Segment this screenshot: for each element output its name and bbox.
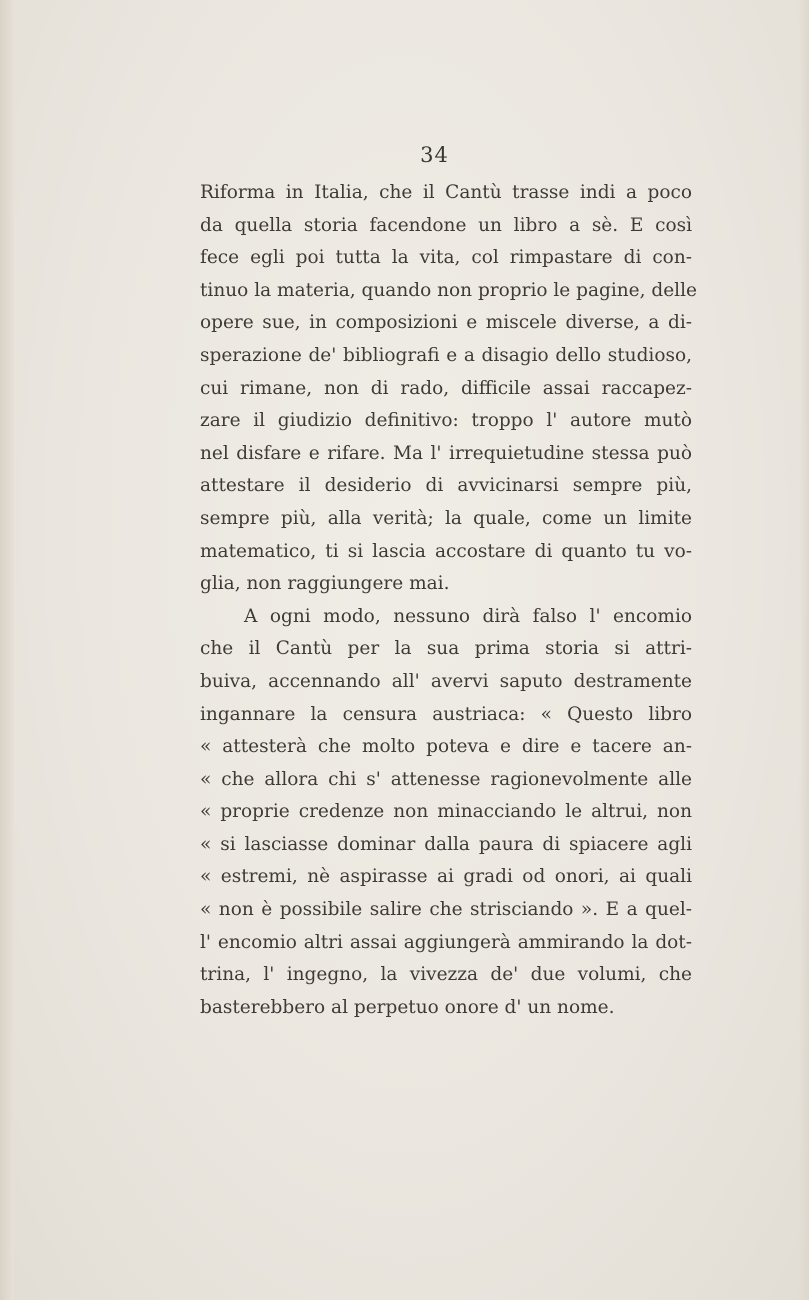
text-line: basterebbero al perpetuo onore d' un nome.: [200, 996, 615, 1018]
page-edge: [799, 0, 809, 1300]
text-line: « proprie credenze non minacciando le altrui, non: [200, 801, 692, 823]
text-line: buiva, accennando all' avervi saputo destramente: [200, 670, 692, 692]
text-line: Riforma in Italia, che il Cantù trasse indi a poco: [200, 182, 692, 203]
text-line: « attesterà che molto poteva e dire e tacere an-: [200, 736, 692, 758]
text-line: zare il giudizio definitivo: troppo l' autore mutò: [200, 410, 692, 432]
text-line: cui rimane, non di rado, difficile assai raccapez-: [200, 377, 692, 399]
text-line: che il Cantù per la sua prima storia si attri-: [200, 638, 692, 660]
text-line: nel disfare e rifare. Ma l' irrequietudine stessa può: [200, 442, 692, 464]
text-line: da quella storia facendone un libro a sè. E così: [200, 214, 692, 236]
text-line: trina, l' ingegno, la vivezza de' due volumi, che: [200, 964, 692, 986]
text-line: « estremi, nè aspirasse ai gradi od onori, ai quali: [200, 866, 692, 888]
page-gutter: [0, 0, 14, 1300]
text-line: tinuo la materia, quando non proprio le pagine, delle: [200, 279, 697, 301]
text-line: matematico, ti si lascia accostare di quanto tu vo-: [200, 540, 692, 562]
body-text: [200, 177, 697, 1024]
text-line: glia, non raggiungere mai.: [200, 573, 450, 595]
text-line: « non è possibile salire che strisciando ». E a quel-: [200, 899, 692, 921]
text-line: opere sue, in composizioni e miscele diverse, a di-: [200, 312, 692, 334]
text-line: ingannare la censura austriaca: « Questo libro: [200, 703, 692, 725]
page-number: 34: [420, 143, 449, 167]
text-line: attestare il desiderio di avvicinarsi sempre più,: [200, 475, 692, 497]
text-line: « che allora chi s' attenesse ragionevolmente alle: [200, 768, 692, 790]
text-line: sempre più, alla verità; la quale, come un limite: [200, 507, 692, 529]
text-line: « si lasciasse dominar dalla paura di spiacere agli: [200, 833, 692, 855]
text-line: A ogni modo, nessuno dirà falso l' encomio: [244, 605, 692, 627]
text-line: l' encomio altri assai aggiungerà ammirando la dot-: [200, 931, 692, 953]
text-line: sperazione de' bibliografi e a disagio dello studioso,: [200, 344, 692, 366]
text-line: fece egli poi tutta la vita, col rimpastare di con-: [200, 247, 692, 269]
